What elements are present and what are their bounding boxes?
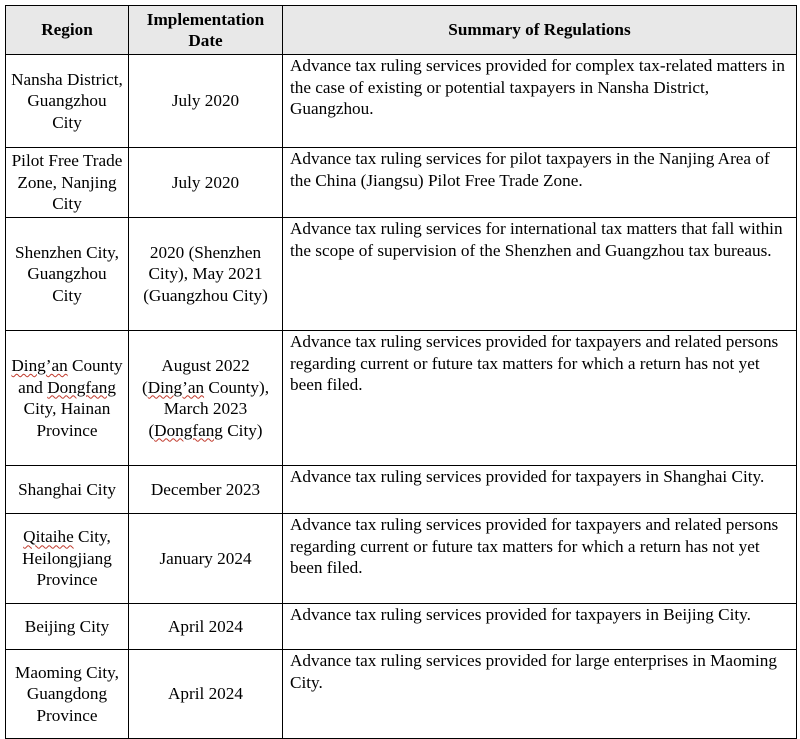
summary-cell: Advance tax ruling services for pilot taxpayers in the Nanjing Area of the China (Jiangsu) Pilot Free Trade Zone. bbox=[283, 148, 797, 218]
summary-cell: Advance tax ruling services provided for taxpayers and related persons regarding current or future tax matters for which a return has not yet been filed. bbox=[283, 331, 797, 466]
date-text: August 2022 ( bbox=[142, 356, 250, 397]
date-text: City) bbox=[222, 420, 263, 440]
region-text: County and bbox=[18, 356, 123, 397]
header-region: Region bbox=[6, 6, 129, 55]
summary-cell: Advance tax ruling services provided for taxpayers in Shanghai City. bbox=[283, 466, 797, 514]
summary-cell: Advance tax ruling services provided for taxpayers in Beijing City. bbox=[283, 604, 797, 650]
date-cell: December 2023 bbox=[129, 466, 283, 514]
date-cell: 2020 (Shenzhen City), May 2021 (Guangzhou City) bbox=[129, 218, 283, 331]
regulations-table bbox=[5, 5, 797, 739]
summary-cell: Advance tax ruling services provided for complex tax-related matters in the case of existing or potential taxpayers in Nansha District, Guangzhou. bbox=[283, 55, 797, 148]
summary-cell: Advance tax ruling services provided for large enterprises in Maoming City. bbox=[283, 650, 797, 739]
date-cell bbox=[129, 331, 283, 466]
date-cell: April 2024 bbox=[129, 650, 283, 739]
header-summary: Summary of Regulations bbox=[283, 6, 797, 55]
date-cell: January 2024 bbox=[129, 514, 283, 604]
summary-cell: Advance tax ruling services for international tax matters that fall within the scope of supervision of the Shenzhen and Guangzhou tax bureaus. bbox=[283, 218, 797, 331]
table-row bbox=[6, 650, 797, 739]
region-cell bbox=[6, 331, 129, 466]
spellcheck-word: Ding’an bbox=[11, 356, 68, 375]
table-row bbox=[6, 218, 797, 331]
table-row bbox=[6, 604, 797, 650]
table-header-row bbox=[6, 6, 797, 55]
date-cell: July 2020 bbox=[129, 55, 283, 148]
table-row bbox=[6, 466, 797, 514]
date-cell: July 2020 bbox=[129, 148, 283, 218]
date-cell: April 2024 bbox=[129, 604, 283, 650]
table-row bbox=[6, 55, 797, 148]
region-cell: Pilot Free Trade Zone, Nanjing City bbox=[6, 148, 129, 218]
spellcheck-word: Ding’an bbox=[147, 377, 205, 397]
table-row bbox=[6, 148, 797, 218]
region-text: City, Hainan Province bbox=[23, 399, 111, 440]
region-cell bbox=[6, 514, 129, 604]
spellcheck-word: Qitaihe bbox=[23, 527, 74, 547]
spellcheck-word: Dongfang bbox=[154, 420, 223, 440]
region-cell: Beijing City bbox=[6, 604, 129, 650]
region-text: City, Heilongjiang Province bbox=[22, 527, 112, 590]
region-cell: Shenzhen City, Guangzhou City bbox=[6, 218, 129, 331]
region-cell: Maoming City, Guangdong Province bbox=[6, 650, 129, 739]
summary-cell: Advance tax ruling services provided for taxpayers and related persons regarding current or future tax matters for which a return has not yet been filed. bbox=[283, 514, 797, 604]
region-cell: Shanghai City bbox=[6, 466, 129, 514]
spellcheck-word: Dongfang bbox=[47, 377, 116, 397]
table-row bbox=[6, 514, 797, 604]
date-text: County), March 2023 ( bbox=[148, 377, 269, 440]
table-row bbox=[6, 331, 797, 466]
header-implementation-date: Implementation Date bbox=[129, 6, 283, 55]
region-cell: Nansha District, Guangzhou City bbox=[6, 55, 129, 148]
